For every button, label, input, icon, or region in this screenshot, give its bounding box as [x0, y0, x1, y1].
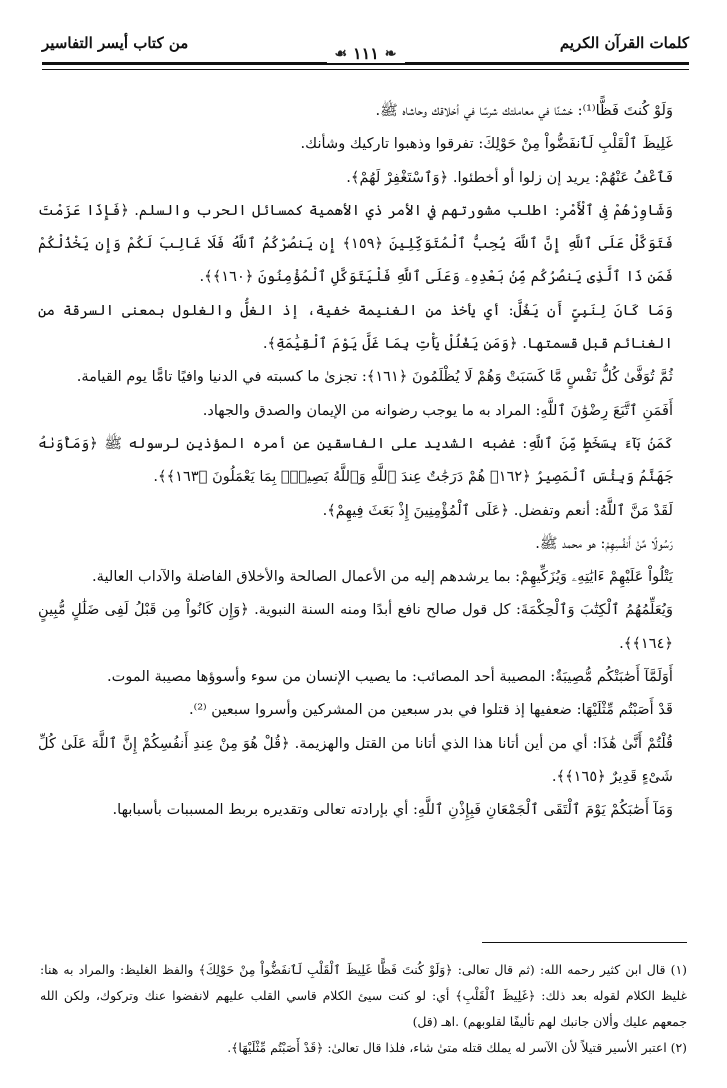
entry-paragraph: وَيُعَلِّمُهُمُ ٱلْكِتَٰبَ وَٱلْحِكْمَةَ: كل قول صالح نافع أبدًا ومنه السنة النبوية. ﴿وَإِن كَانُواْ مِن قَبْلُ لَفِى ضَلَٰلٍ مُّبِينٍ ﴿١٦٤﴾﴾.: [38, 601, 673, 652]
entry-paragraph: أَوَلَمَّآ أَصَٰبَتْكُم مُّصِيبَةٌ: المصيبة أحد المصائب: ما يصيب الإنسان من سوء وأسوؤها مصيبة الموت.: [106, 668, 673, 686]
header-rule: [42, 62, 689, 70]
entry-paragraph: فَٱعْفُ عَنْهُمْ: يريد إن زلوا أو أخطئوا. ﴿وَٱسْتَغْفِرْ لَهُمْ﴾.: [346, 168, 673, 186]
footnote: (٢) اعتبر الأسير قتيلاً لأن الآسر له يملك قتله متىٰ شاء، فلذا قال تعالىٰ: ﴿قَدْ أَصَبْتُم مِّثْلَيْهَا﴾.: [227, 1040, 687, 1055]
page-header: [42, 34, 689, 78]
entry-paragraph: قَدْ أَصَبْتُم مِّثْلَيْهَا: ضعفيها إذ قتلوا في بدر سبعين من المشركين وأسروا سبعين ⁽²⁾.: [188, 701, 673, 719]
entry-paragraph: أَفَمَنِ ٱتَّبَعَ رِضْوَٰنَ ٱللَّهِ: المراد به ما يوجب رضوانه من الإيمان والصدق والجهاد.: [202, 401, 673, 419]
entry-paragraph: غَلِيظَ ٱلْقَلْبِ لَٱنفَضُّواْ مِنْ حَوْلِكَ: تفرقوا وذهبوا تاركيك وشأنك.: [300, 135, 673, 153]
entry-paragraph: وَمَا كَانَ لِنَبِىٍّ أَن يَغُلَّ: أي يأخذ من الغنيمة خفية، إذ الغلُّ والغلول بمعنى السرقة من الغنائم قبل قسمتها. ﴿وَمَن يَغْلُلْ يَأْتِ بِمَا غَلَّ يَوْمَ ٱلْقِيَٰمَةِ﴾.: [38, 301, 673, 353]
entry-paragraph: وَمَآ أَصَٰبَكُمْ يَوْمَ ٱلْتَقَى ٱلْجَمْعَانِ فَبِإِذْنِ ٱللَّهِ: أي بإرادته تعالى وتقديره بربط المسببات بأسبابها.: [112, 801, 673, 819]
footnote: (١) قال ابن كثير رحمه الله: (ثم قال تعالى: ﴿وَلَوْ كُنتَ فَظًّا غَلِيظَ ٱلْقَلْبِ لَٱنفَضُّواْ مِنْ حَوْلِكَ﴾ والفظ الغليظ: والمراد به هنا: غليظ الكلام لقوله بعد ذلك: ﴿غَلِيظَ ٱلْقَلْبِ﴾ أي: لو كنت سيئ الكلام قاسي القلب عليهم لانفضوا عنك وتركوك، ولكن الله جمعهم عليك وألان جانبك لهم تأليفًا لقلوبهم) .اهـ (قل): [40, 962, 687, 1029]
page-number-block: [326, 44, 404, 63]
entry-paragraph: قُلْتُمْ أَنَّىٰ هَٰذَا: أي من أين أتانا هذا الذي أتانا من القتل والهزيمة. ﴿قُلْ هُوَ مِنْ عِندِ أَنفُسِكُمْ إِنَّ ٱللَّهَ عَلَىٰ كُلِّ شَىْءٍ قَدِيرٌ ﴿١٦٥﴾﴾.: [38, 734, 673, 785]
entry-paragraph: ثُمَّ تُوَفَّىٰ كُلُّ نَفْسٍ مَّا كَسَبَتْ وَهُمْ لَا يُظْلَمُونَ ﴿١٦١﴾: تجزىٰ ما كسبته في الدنيا وافيًا تامًّا يوم القيامة.: [76, 368, 673, 386]
entry-paragraph: رَسُولًا مِّنْ أَنفُسِهِمْ: هو محمد ﷺ.: [535, 534, 673, 552]
entry-paragraph: كَمَنۢ بَآءَ بِسَخَطٍ مِّنَ ٱللَّهِ: غضبه الشديد على الفاسقين عن أمره المؤذين لرسوله ﷺ ﴿وَمَأْوَىٰهُ جَهَنَّمُ وَبِئْسَ ٱلْمَصِيرُ ﴿١٦٢﴾ هُمْ دَرَجَٰتٌ عِندَ ٱللَّهِ وَٱللَّهُ بَصِيرٌۢ بِمَا يَعْمَلُونَ ﴿١٦٣﴾﴾.: [38, 434, 673, 486]
series-title: من كتاب أيسر التفاسير: [42, 34, 189, 52]
footnote-separator: [482, 942, 687, 943]
entry-paragraph: وَشَاوِرْهُمْ فِى ٱلْأَمْرِ: اطلب مشورتهم في الأمر ذي الأهمية كمسائل الحرب والسلم. ﴿فَإِذَا عَزَمْتَ فَتَوَكَّلْ عَلَى ٱللَّهِ إِنَّ ٱللَّهَ يُحِبُّ ٱلْمُتَوَكِّلِينَ ﴿١٥٩﴾ إِن يَنصُرْكُمُ ٱللَّهُ فَلَا غَالِبَ لَكُمْ وَإِن يَخْذُلْكُمْ فَمَن ذَا ٱلَّذِى يَنصُرُكُم مِّنۢ بَعْدِهِۦ وَعَلَى ٱللَّهِ فَلْيَتَوَكَّلِ ٱلْمُؤْمِنُونَ ﴿١٦٠﴾﴾.: [38, 201, 673, 286]
ornament-icon: ☙: [334, 45, 348, 62]
footnotes: [40, 957, 687, 1061]
page-number: ١١١: [353, 44, 379, 63]
entry-paragraph: يَتْلُواْ عَلَيْهِمْ ءَايَٰتِهِۦ وَيُزَكِّيهِمْ: بما يرشدهم إليه من الأعمال الصالحة والأخلاق الفاضلة والآداب العالية.: [92, 568, 673, 586]
book-title: كلمات القرآن الكريم: [559, 34, 689, 52]
main-text: [38, 94, 687, 827]
ornament-icon: ❧: [384, 45, 397, 62]
entry-paragraph: وَلَوْ كُنتَ فَظًّا⁽¹⁾: خشنًا في معاملتك شرسًا في أخلاقك وحاشاه ﷺ.: [375, 102, 673, 119]
entry-paragraph: لَقَدْ مَنَّ ٱللَّهُ: أنعم وتفضل. ﴿عَلَى ٱلْمُؤْمِنِينَ إِذْ بَعَثَ فِيهِمْ﴾.: [322, 501, 673, 519]
